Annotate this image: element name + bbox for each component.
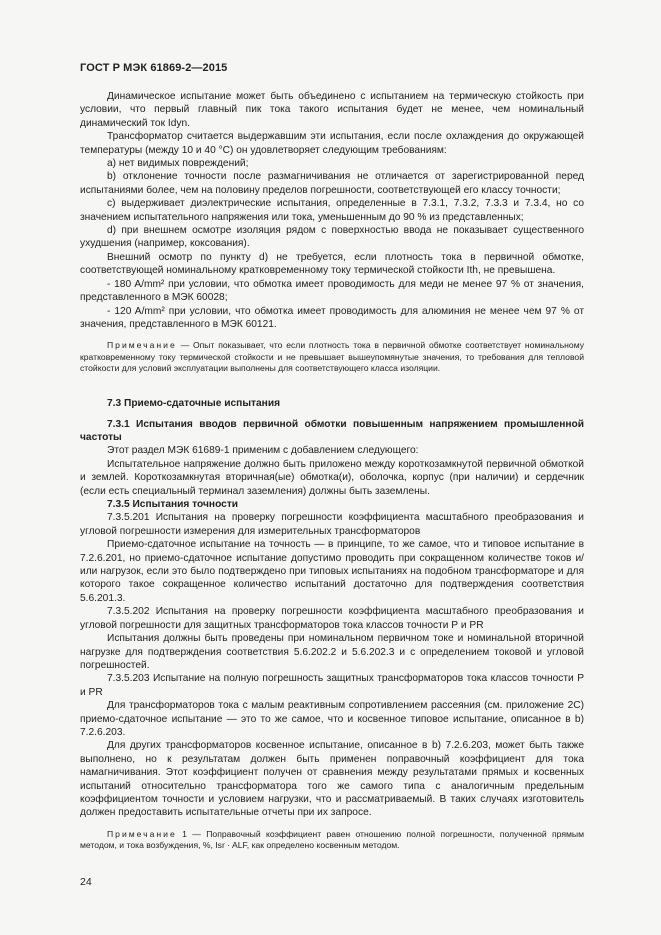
list-item: а) нет видимых повреждений; (107, 158, 249, 170)
note (80, 340, 584, 374)
document-header: ГОСТ Р МЭК 61869-2—2015 (80, 62, 228, 74)
section-heading: 7.3 Приемо-сдаточные испытания (107, 398, 281, 410)
paragraph: 7.3.5.203 Испытание на полную погрешность защитных трансформаторов тока классов точности Р и PR (80, 673, 584, 698)
note-number: 1 (182, 828, 187, 839)
paragraph: Трансформатор считается выдержавшим эти испытания, если после охлаждения до окружающей температуры (между 10 и 40 °C) он удовлетворяет следующим требованиям: (80, 131, 584, 156)
note (80, 829, 584, 852)
paragraph: Внешний осмотр по пункту d) не требуется, если плотность тока в первичной обмотке, соответствующей номинальному кратковременному току термической стойкости Ith, не превышена. (80, 251, 584, 277)
note-label: Примечание (107, 340, 177, 351)
paragraph: Динамическое испытание может быть объединено с испытанием на термическую стойкость при условии, что первый главный пик тока такого испытания будет не менее, чем номинальный динамический ток Idyn. (80, 91, 584, 129)
list-item: c) выдерживает диэлектрические испытания, определенные в 7.3.1, 7.3.2, 7.3.3 и 7.3.4, но со значением испытательного напряжения или тока, уменьшенным до 90 % из представленных; (80, 198, 584, 223)
paragraph: Этот раздел МЭК 61689-1 применим с добавлением следующего: (107, 445, 419, 457)
note-text: — Поправочный коэффициент равен отношению полной погрешности, полученной прямым методом, и тока возбуждения, %, Isr · ALF, как определено косвенным методом. (80, 828, 585, 851)
paragraph: 7.3.5.202 Испытания на проверку погрешности коэффициента масштабного преобразования и угловой погрешности для защитных трансформаторов тока классов точности Р и PR (80, 606, 584, 631)
list-item: - 120 A/mm² при условии, что обмотка имеет проводимость для алюминия не менее чем 97 % от значения, представленного в МЭК 60121. (80, 305, 584, 330)
document-body (80, 90, 584, 851)
subsection-heading: 7.3.5 Испытания точности (107, 499, 239, 511)
list-item: - 180 A/mm² при условии, что обмотка имеет проводимость для меди не менее 97 % от значения, представленного в МЭК 60028; (80, 278, 584, 304)
note-label: Примечание (107, 828, 177, 839)
paragraph: Испытания должны быть проведены при номинальном первичном токе и номинальной вторичной нагрузке для подтверждения соответствия 5.6.202.2 и 5.6.202.3 и с определением токовой и угловой погрешностей. (80, 633, 584, 671)
paragraph: Для трансформаторов тока с малым реактивным сопротивлением рассеяния (см. приложение 2С) приемо-сдаточное испытание — это то же самое, что и косвенное типовое испытание, описанное в b) 7.2.6.203. (80, 700, 584, 738)
paragraph: Испытательное напряжение должно быть приложено между короткозамкнутой первичной обмоткой и землей. Короткозамкнутая вторичная(ые) обмотка(и), оболочка, корпус (при наличии) и сердечник (если есть специальный терминал заземления) должны быть заземлены. (80, 458, 584, 497)
paragraph: 7.3.5.201 Испытания на проверку погрешности коэффициента масштабного преобразования и угловой погрешности измерения для измерительных трансформаторов (80, 512, 584, 537)
page-number: 24 (80, 876, 92, 888)
subsection-heading: 7.3.1 Испытания вводов первичной обмотки повышенным напряжением промышленной частоты (80, 418, 584, 444)
list-item: b) отклонение точности после размагничивания не отличается от зарегистрированной перед испытаниями более, чем на половину пределов погрешности, соответствующей его классу точности; (80, 171, 584, 196)
paragraph: Приемо-сдаточное испытание на точность — в принципе, то же самое, что и типовое испытание в 7.2.6.201, но приемо-сдаточное испытание допустимо проводить при сокращенном количестве токов и/или нагрузок, если это было подтверждено при типовых испытаниях на подобном трансформаторе и для которого такое сокращенное количество испытаний достаточно для подтверждения соответствия 5.6.201.3. (80, 539, 584, 604)
note-text: — Опыт показывает, что если плотность тока в первичной обмотке соответствует номинальному кратковременному току термической стойкости и не превышает вышеупомянутые значения, то требования для тепловой стойкости для условий эксплуатации выполнены для соответствующего класса изоляции. (80, 340, 585, 373)
list-item: d) при внешнем осмотре изоляция рядом с поверхностью ввода не показывает существенного ухудшения (например, коксования). (80, 225, 584, 250)
paragraph: Для других трансформаторов косвенное испытание, описанное в b) 7.2.6.203, может быть также выполнено, но к результатам должен быть применен поправочный коэффициент для тока намагничивания. Этот коэффициент получен от сравнения между результатами прямых и косвенных испытаний относительно трансформатора того же самого типа с аналогичным предельным коэффициентом точности и условием нагрузки, что и рассматриваемый. В таких случаях изготовитель должен предоставить испытательные отчеты при их запросе. (80, 740, 584, 819)
